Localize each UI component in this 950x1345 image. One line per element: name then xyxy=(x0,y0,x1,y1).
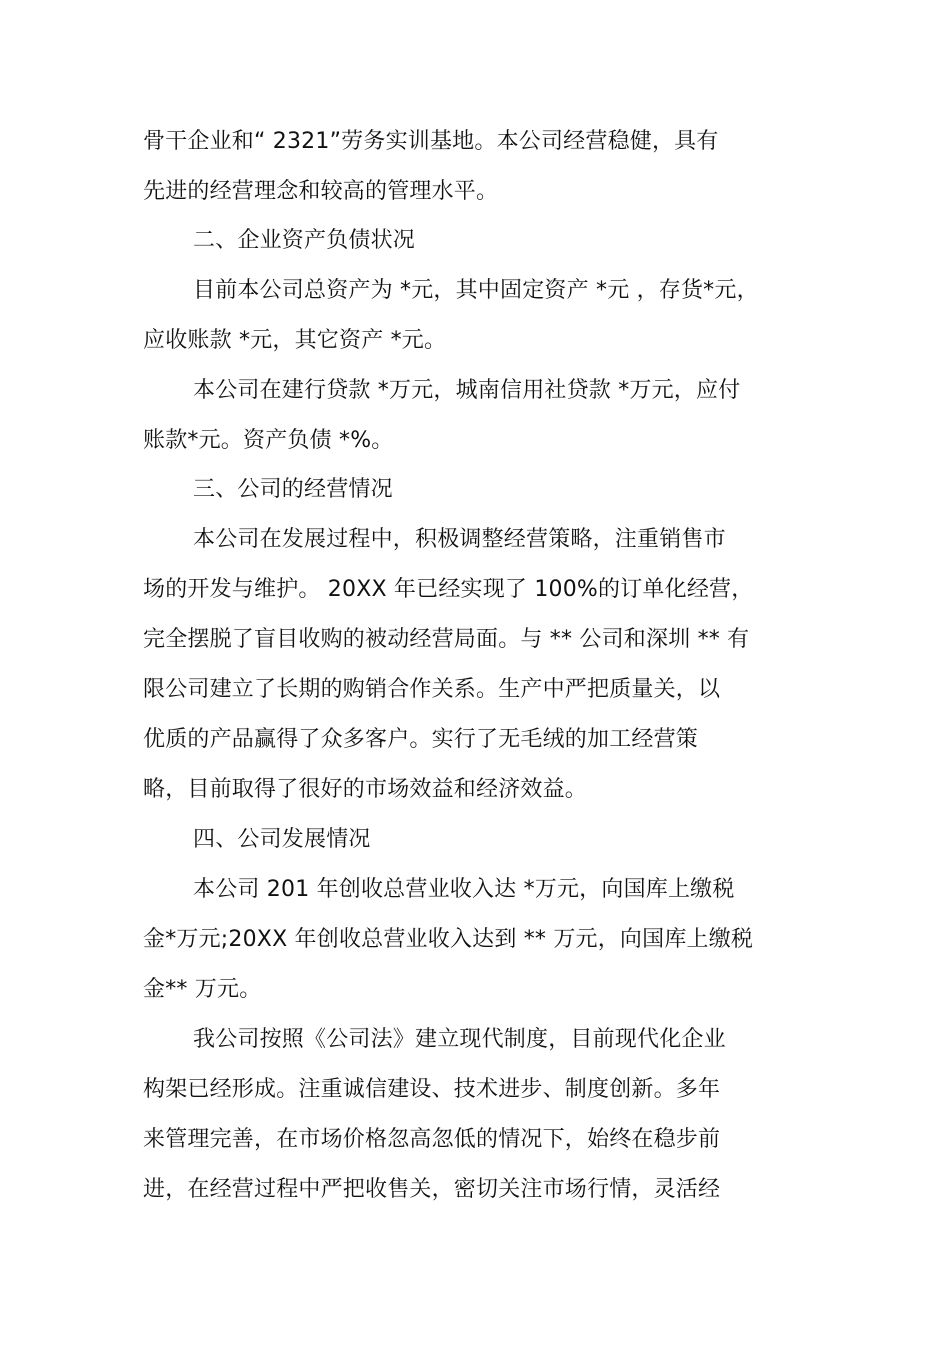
section-heading: 三、公司的经营情况 xyxy=(193,477,393,502)
paragraph-line: 进，在经营过程中严把收售关，密切关注市场行情，灵活经 xyxy=(143,1177,721,1202)
paragraph-line: 来管理完善，在市场价格忽高忽低的情况下，始终在稳步前 xyxy=(143,1127,721,1152)
paragraph-line: 优质的产品赢得了众多客户。实行了无毛绒的加工经营策 xyxy=(143,727,699,752)
paragraph-line: 略，目前取得了很好的市场效益和经济效益。 xyxy=(143,777,588,802)
paragraph-line: 先进的经营理念和较高的管理水平。 xyxy=(143,179,499,204)
paragraph-line: 我公司按照《公司法》建立现代制度，目前现代化企业 xyxy=(193,1027,726,1052)
paragraph-line: 本公司在发展过程中，积极调整经营策略，注重销售市 xyxy=(193,527,726,552)
paragraph-line: 完全摆脱了盲目收购的被动经营局面。与 ** 公司和深圳 ** 有 xyxy=(143,627,750,652)
paragraph-line: 金** 万元。 xyxy=(143,977,262,1002)
paragraph-line: 本公司在建行贷款 *万元，城南信用社贷款 *万元，应付 xyxy=(193,378,741,403)
paragraph-line: 场的开发与维护。 20XX 年已经实现了 100%的订单化经营， xyxy=(143,577,754,602)
paragraph-line: 目前本公司总资产为 *元，其中固定资产 *元 ，存货*元， xyxy=(193,278,759,303)
section-heading: 二、企业资产负债状况 xyxy=(193,228,416,253)
paragraph-line: 本公司 201 年创收总营业收入达 *万元，向国库上缴税 xyxy=(193,877,735,902)
paragraph-line: 金*万元;20XX 年创收总营业收入达到 ** 万元，向国库上缴税 xyxy=(143,927,754,952)
paragraph-line: 构架已经形成。注重诚信建设、技术进步、制度创新。多年 xyxy=(143,1077,721,1102)
paragraph-line: 账款*元。资产负债 *%。 xyxy=(143,428,394,453)
section-heading: 四、公司发展情况 xyxy=(193,827,371,852)
paragraph-line: 限公司建立了长期的购销合作关系。生产中严把质量关，以 xyxy=(143,677,721,702)
paragraph-line: 骨干企业和“ 2321”劳务实训基地。本公司经营稳健，具有 xyxy=(143,129,719,154)
paragraph-line: 应收账款 *元，其它资产 *元。 xyxy=(143,328,447,353)
